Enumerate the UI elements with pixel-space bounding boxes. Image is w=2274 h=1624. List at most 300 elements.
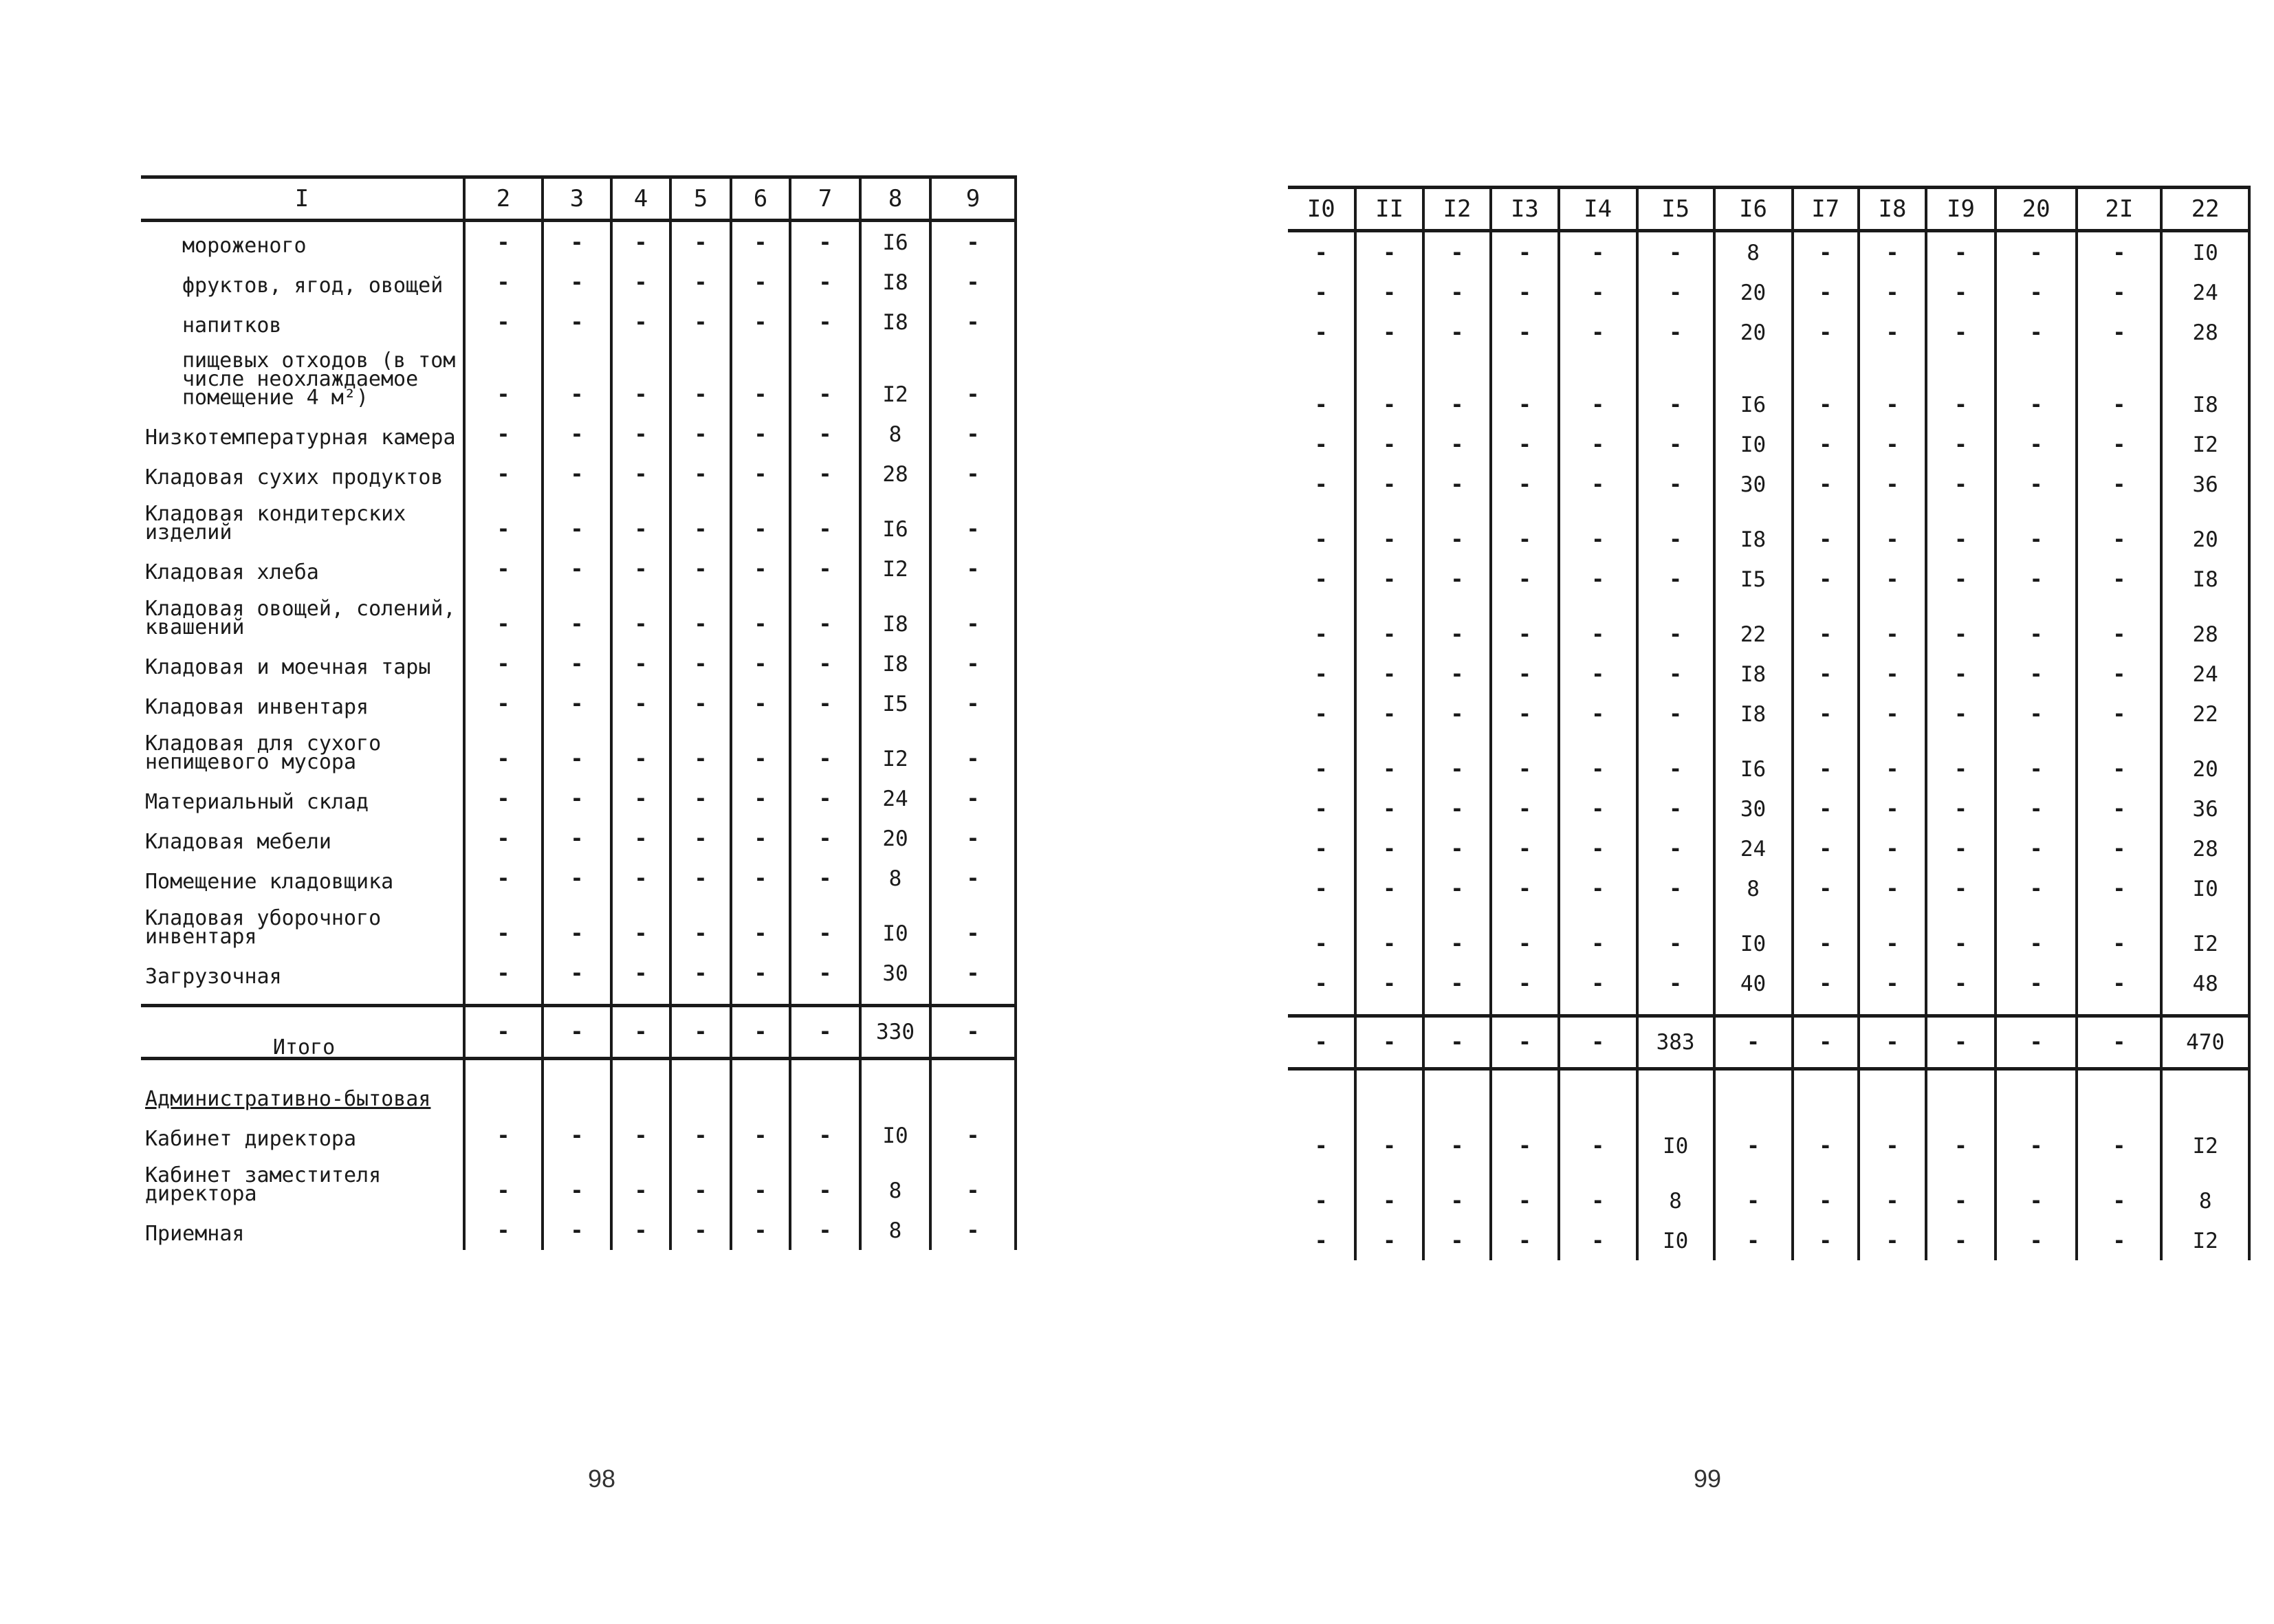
dash-cell: - — [2077, 1016, 2161, 1069]
spacer-row — [141, 993, 1016, 1006]
table-row — [141, 683, 1016, 723]
dash-cell: - — [1714, 1220, 1793, 1260]
empty-cell — [1996, 1069, 2077, 1126]
dash-cell: - — [2077, 654, 2161, 694]
spacer-cell — [1559, 1003, 1637, 1016]
total-row — [141, 1006, 1016, 1059]
left-col-header: 6 — [731, 177, 790, 221]
dash-cell: - — [731, 858, 790, 898]
dash-cell: - — [2077, 424, 2161, 464]
dash-cell: - — [1288, 694, 1355, 734]
dash-cell: - — [731, 683, 790, 723]
row-label: Кладовая мебели — [141, 818, 464, 858]
dash-cell: - — [930, 683, 1016, 723]
dash-cell: - — [1996, 789, 2077, 829]
table-row — [1288, 829, 2249, 868]
dash-cell: - — [2077, 504, 2161, 559]
dash-cell: - — [670, 898, 731, 953]
left-col-header: 4 — [611, 177, 670, 221]
dash-cell: - — [1926, 963, 1996, 1003]
dash-cell: - — [1926, 1126, 1996, 1165]
dash-cell: - — [1559, 352, 1637, 424]
value-cell: 8 — [2161, 1165, 2249, 1220]
table-row — [1288, 231, 2249, 273]
value-cell: 8 — [860, 414, 930, 454]
table-row — [1288, 789, 2249, 829]
dash-cell: - — [1926, 599, 1996, 654]
table-row — [1288, 694, 2249, 734]
dash-cell: - — [1559, 1016, 1637, 1069]
dash-cell: - — [1491, 908, 1558, 963]
dash-cell: - — [670, 454, 731, 494]
dash-cell: - — [1637, 734, 1714, 789]
dash-cell: - — [1793, 654, 1859, 694]
value-cell: I2 — [2161, 908, 2249, 963]
dash-cell: - — [670, 778, 731, 818]
table-row — [141, 778, 1016, 818]
dash-cell: - — [1793, 1016, 1859, 1069]
dash-cell: - — [1559, 231, 1637, 273]
dash-cell: - — [1355, 868, 1423, 908]
value-cell: 24 — [2161, 272, 2249, 312]
dash-cell: - — [1559, 424, 1637, 464]
row-label: Кабинет директора — [141, 1115, 464, 1155]
spacer-cell — [1926, 1003, 1996, 1016]
dash-cell: - — [1559, 789, 1637, 829]
dash-cell: - — [1859, 963, 1926, 1003]
right-col-header: I9 — [1926, 188, 1996, 231]
right-col-header: I0 — [1288, 188, 1355, 231]
dash-cell: - — [731, 1155, 790, 1210]
value-cell: I0 — [1714, 908, 1793, 963]
table-row — [1288, 272, 2249, 312]
value-cell: 24 — [2161, 654, 2249, 694]
dash-cell: - — [1996, 464, 2077, 504]
dash-cell: - — [1637, 504, 1714, 559]
dash-cell: - — [1288, 789, 1355, 829]
table-row — [1288, 963, 2249, 1003]
dash-cell: - — [731, 1115, 790, 1155]
spacer-cell — [670, 993, 731, 1006]
dash-cell: - — [1637, 559, 1714, 599]
table-row — [1288, 352, 2249, 424]
dash-cell: - — [1559, 1126, 1637, 1165]
dash-cell: - — [1637, 829, 1714, 868]
spacer-cell — [1793, 1003, 1859, 1016]
dash-cell: - — [1288, 963, 1355, 1003]
dash-cell: - — [611, 262, 670, 302]
spacer-cell — [1423, 1003, 1491, 1016]
value-cell: I6 — [860, 494, 930, 549]
dash-cell: - — [790, 549, 860, 589]
dash-cell: - — [1423, 272, 1491, 312]
table-row — [141, 1115, 1016, 1155]
value-cell: 20 — [1714, 312, 1793, 352]
dash-cell: - — [731, 262, 790, 302]
dash-cell: - — [1288, 559, 1355, 599]
dash-cell: - — [464, 818, 543, 858]
dash-cell: - — [1491, 231, 1558, 273]
dash-cell: - — [1423, 654, 1491, 694]
dash-cell: - — [1996, 963, 2077, 1003]
dash-cell: - — [790, 494, 860, 549]
dash-cell: - — [1355, 1126, 1423, 1165]
spacer-cell — [2161, 1003, 2249, 1016]
table-row — [141, 953, 1016, 993]
empty-cell — [543, 1059, 611, 1116]
dash-cell: - — [1859, 1126, 1926, 1165]
dash-cell: - — [1288, 504, 1355, 559]
dash-cell: - — [731, 589, 790, 644]
dash-cell: - — [1423, 464, 1491, 504]
dash-cell: - — [1996, 599, 2077, 654]
value-cell: 383 — [1637, 1016, 1714, 1069]
value-cell: 36 — [2161, 789, 2249, 829]
dash-cell: - — [1559, 654, 1637, 694]
row-label: Загрузочная — [141, 953, 464, 993]
dash-cell: - — [1288, 908, 1355, 963]
empty-cell — [1559, 1069, 1637, 1126]
dash-cell: - — [543, 1210, 611, 1250]
right-header-row — [1288, 188, 2249, 231]
value-cell: 28 — [860, 454, 930, 494]
dash-cell: - — [1355, 963, 1423, 1003]
dash-cell: - — [1793, 464, 1859, 504]
value-cell: I8 — [2161, 352, 2249, 424]
dash-cell: - — [611, 778, 670, 818]
right-col-header: I3 — [1491, 188, 1558, 231]
dash-cell: - — [1637, 464, 1714, 504]
dash-cell: - — [464, 342, 543, 414]
dash-cell: - — [790, 644, 860, 683]
empty-cell — [1637, 1069, 1714, 1126]
dash-cell: - — [670, 858, 731, 898]
table-row — [1288, 312, 2249, 352]
value-cell: 8 — [860, 858, 930, 898]
dash-cell: - — [1288, 1165, 1355, 1220]
dash-cell: - — [1355, 734, 1423, 789]
dash-cell: - — [1559, 694, 1637, 734]
dash-cell: - — [790, 221, 860, 263]
dash-cell: - — [1996, 734, 2077, 789]
dash-cell: - — [731, 778, 790, 818]
value-cell: I2 — [2161, 1220, 2249, 1260]
dash-cell: - — [930, 589, 1016, 644]
value-cell: I0 — [2161, 868, 2249, 908]
dash-cell: - — [1423, 312, 1491, 352]
dash-cell: - — [464, 778, 543, 818]
dash-cell: - — [1559, 908, 1637, 963]
table-row — [1288, 1220, 2249, 1260]
dash-cell: - — [1793, 352, 1859, 424]
spacer-cell — [731, 993, 790, 1006]
dash-cell: - — [731, 494, 790, 549]
dash-cell: - — [1859, 694, 1926, 734]
table-row — [141, 858, 1016, 898]
dash-cell: - — [790, 953, 860, 993]
dash-cell: - — [1926, 1220, 1996, 1260]
row-label: Кладовая уборочного инвентаря — [141, 898, 464, 953]
dash-cell: - — [1355, 464, 1423, 504]
dash-cell: - — [464, 454, 543, 494]
dash-cell: - — [1859, 1165, 1926, 1220]
dash-cell: - — [1793, 272, 1859, 312]
value-cell: 30 — [1714, 789, 1793, 829]
dash-cell: - — [1491, 734, 1558, 789]
dash-cell: - — [464, 858, 543, 898]
dash-cell: - — [1423, 559, 1491, 599]
section-row — [141, 1059, 1016, 1116]
value-cell: 36 — [2161, 464, 2249, 504]
dash-cell: - — [611, 1006, 670, 1059]
dash-cell: - — [670, 1006, 731, 1059]
dash-cell: - — [1637, 908, 1714, 963]
value-cell: 8 — [1637, 1165, 1714, 1220]
dash-cell: - — [611, 494, 670, 549]
dash-cell: - — [611, 302, 670, 342]
dash-cell: - — [1559, 1220, 1637, 1260]
dash-cell: - — [1793, 1126, 1859, 1165]
dash-cell: - — [1859, 1220, 1926, 1260]
dash-cell: - — [1793, 599, 1859, 654]
row-label: Кладовая овощей, солений, квашений — [141, 589, 464, 644]
dash-cell: - — [1491, 1126, 1558, 1165]
dash-cell: - — [1859, 654, 1926, 694]
dash-cell: - — [790, 302, 860, 342]
dash-cell: - — [1559, 829, 1637, 868]
table-row — [141, 723, 1016, 778]
dash-cell: - — [2077, 734, 2161, 789]
table-row — [1288, 868, 2249, 908]
right-col-header: I2 — [1423, 188, 1491, 231]
dash-cell: - — [1423, 599, 1491, 654]
row-label: Кабинет заместителя директора — [141, 1155, 464, 1210]
dash-cell: - — [2077, 829, 2161, 868]
dash-cell: - — [930, 262, 1016, 302]
table-row — [141, 1155, 1016, 1210]
dash-cell: - — [2077, 231, 2161, 273]
dash-cell: - — [1859, 504, 1926, 559]
dash-cell: - — [1996, 1126, 2077, 1165]
row-label: пищевых отходов (в том числе неохлаждаемое помещение 4 м²) — [141, 342, 464, 414]
dash-cell: - — [2077, 868, 2161, 908]
dash-cell: - — [670, 589, 731, 644]
right-table-body — [1288, 231, 2249, 1261]
dash-cell: - — [1355, 559, 1423, 599]
dash-cell: - — [1423, 1165, 1491, 1220]
dash-cell: - — [1355, 599, 1423, 654]
dash-cell: - — [611, 644, 670, 683]
dash-cell: - — [1926, 559, 1996, 599]
value-cell: I6 — [1714, 734, 1793, 789]
value-cell: I5 — [860, 683, 930, 723]
dash-cell: - — [464, 723, 543, 778]
dash-cell: - — [1996, 424, 2077, 464]
value-cell: I6 — [1714, 352, 1793, 424]
row-label: Приемная — [141, 1210, 464, 1250]
dash-cell: - — [1859, 829, 1926, 868]
dash-cell: - — [1491, 504, 1558, 559]
dash-cell: - — [930, 953, 1016, 993]
spacer-cell — [611, 993, 670, 1006]
dash-cell: - — [1355, 654, 1423, 694]
dash-cell: - — [1355, 272, 1423, 312]
dash-cell: - — [611, 589, 670, 644]
dash-cell: - — [670, 1155, 731, 1210]
left-table — [141, 175, 1017, 1250]
left-table-body — [141, 221, 1016, 1251]
row-label: Низкотемпературная камера — [141, 414, 464, 454]
spacer-cell — [1491, 1003, 1558, 1016]
dash-cell: - — [1926, 352, 1996, 424]
row-label: Кладовая инвентаря — [141, 683, 464, 723]
left-header-row — [141, 177, 1016, 221]
dash-cell: - — [1793, 908, 1859, 963]
spacer-cell — [141, 993, 464, 1006]
dash-cell: - — [464, 1155, 543, 1210]
empty-cell — [860, 1059, 930, 1116]
dash-cell: - — [930, 723, 1016, 778]
dash-cell: - — [1288, 424, 1355, 464]
value-cell: I0 — [1637, 1126, 1714, 1165]
dash-cell: - — [464, 683, 543, 723]
dash-cell: - — [611, 953, 670, 993]
dash-cell: - — [731, 1006, 790, 1059]
table-row — [141, 589, 1016, 644]
dash-cell: - — [930, 1210, 1016, 1250]
dash-cell: - — [1859, 272, 1926, 312]
dash-cell: - — [1714, 1126, 1793, 1165]
dash-cell: - — [790, 1006, 860, 1059]
dash-cell: - — [731, 953, 790, 993]
dash-cell: - — [670, 221, 731, 263]
dash-cell: - — [1793, 734, 1859, 789]
value-cell: 20 — [1714, 272, 1793, 312]
left-col-header: 2 — [464, 177, 543, 221]
dash-cell: - — [464, 1115, 543, 1155]
dash-cell: - — [1859, 789, 1926, 829]
dash-cell: - — [1491, 654, 1558, 694]
dash-cell: - — [1637, 231, 1714, 273]
dash-cell: - — [1793, 424, 1859, 464]
dash-cell: - — [1859, 352, 1926, 424]
dash-cell: - — [464, 953, 543, 993]
dash-cell: - — [790, 898, 860, 953]
dash-cell: - — [1793, 312, 1859, 352]
left-col-header: 9 — [930, 177, 1016, 221]
dash-cell: - — [1926, 908, 1996, 963]
empty-cell — [1714, 1069, 1793, 1126]
empty-cell — [611, 1059, 670, 1116]
dash-cell: - — [670, 414, 731, 454]
dash-cell: - — [1996, 654, 2077, 694]
empty-cell — [1423, 1069, 1491, 1126]
left-col-header: 8 — [860, 177, 930, 221]
dash-cell: - — [1926, 464, 1996, 504]
spacer-cell — [1996, 1003, 2077, 1016]
value-cell: 22 — [1714, 599, 1793, 654]
left-col-header: 7 — [790, 177, 860, 221]
value-cell: I2 — [2161, 1126, 2249, 1165]
dash-cell: - — [1355, 829, 1423, 868]
value-cell: I0 — [860, 898, 930, 953]
dash-cell: - — [731, 414, 790, 454]
dash-cell: - — [1288, 829, 1355, 868]
dash-cell: - — [1996, 352, 2077, 424]
dash-cell: - — [1859, 599, 1926, 654]
row-label: фруктов, ягод, овощей — [141, 262, 464, 302]
dash-cell: - — [1288, 868, 1355, 908]
dash-cell: - — [1996, 829, 2077, 868]
value-cell: I8 — [860, 262, 930, 302]
dash-cell: - — [543, 953, 611, 993]
dash-cell: - — [2077, 963, 2161, 1003]
value-cell: 28 — [2161, 599, 2249, 654]
dash-cell: - — [464, 1210, 543, 1250]
empty-cell — [1793, 1069, 1859, 1126]
dash-cell: - — [1355, 1165, 1423, 1220]
dash-cell: - — [1491, 694, 1558, 734]
dash-cell: - — [543, 262, 611, 302]
empty-cell — [2161, 1069, 2249, 1126]
dash-cell: - — [543, 683, 611, 723]
dash-cell: - — [1355, 231, 1423, 273]
table-row — [141, 454, 1016, 494]
dash-cell: - — [670, 818, 731, 858]
dash-cell: - — [930, 818, 1016, 858]
dash-cell: - — [1637, 694, 1714, 734]
spacer-cell — [1288, 1003, 1355, 1016]
table-row — [141, 494, 1016, 549]
dash-cell: - — [464, 549, 543, 589]
page-number: 99 — [1694, 1464, 1722, 1493]
value-cell: 8 — [860, 1210, 930, 1250]
spacer-cell — [1714, 1003, 1793, 1016]
dash-cell: - — [1423, 352, 1491, 424]
dash-cell: - — [543, 778, 611, 818]
dash-cell: - — [1637, 789, 1714, 829]
row-label: Итого — [141, 1006, 464, 1059]
spacer-cell — [1355, 1003, 1423, 1016]
dash-cell: - — [1559, 868, 1637, 908]
right-col-header: 2I — [2077, 188, 2161, 231]
empty-cell — [2077, 1069, 2161, 1126]
dash-cell: - — [1355, 1220, 1423, 1260]
dash-cell: - — [670, 549, 731, 589]
dash-cell: - — [1423, 734, 1491, 789]
value-cell: I8 — [860, 302, 930, 342]
value-cell: 20 — [2161, 734, 2249, 789]
table-row — [141, 818, 1016, 858]
value-cell: 24 — [1714, 829, 1793, 868]
section-title — [141, 1059, 464, 1116]
value-cell: I8 — [1714, 694, 1793, 734]
dash-cell: - — [1491, 789, 1558, 829]
dash-cell: - — [670, 262, 731, 302]
dash-cell: - — [930, 549, 1016, 589]
value-cell: 30 — [1714, 464, 1793, 504]
value-cell: 8 — [1714, 868, 1793, 908]
empty-cell — [670, 1059, 731, 1116]
dash-cell: - — [1288, 1126, 1355, 1165]
empty-cell — [1926, 1069, 1996, 1126]
dash-cell: - — [670, 342, 731, 414]
empty-cell — [464, 1059, 543, 1116]
dash-cell: - — [1491, 868, 1558, 908]
dash-cell: - — [1423, 231, 1491, 273]
dash-cell: - — [1996, 231, 2077, 273]
dash-cell: - — [611, 1210, 670, 1250]
